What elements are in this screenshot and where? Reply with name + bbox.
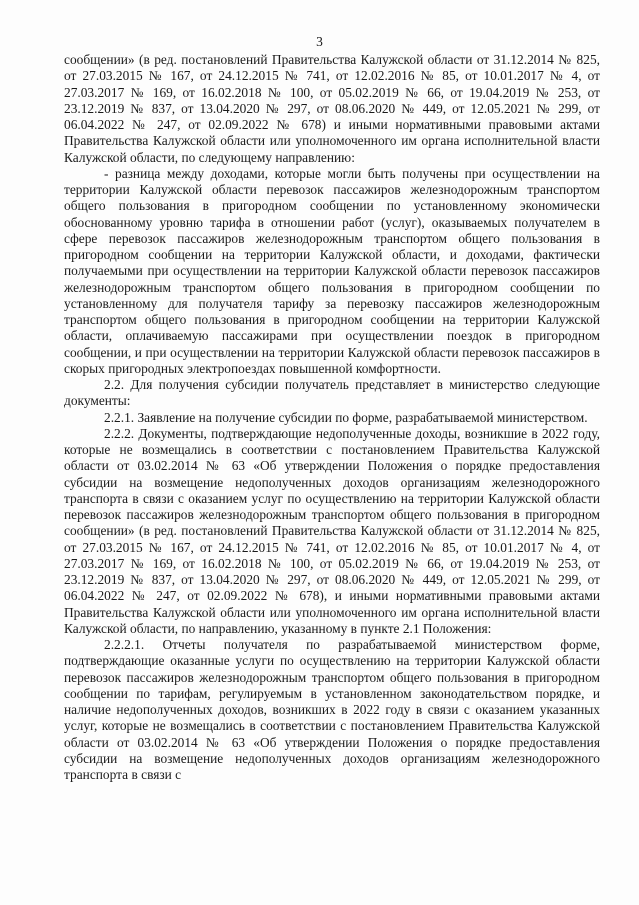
paragraph-continuation: сообщении» (в ред. постановлений Правительства Калужской области от 31.12.2014 № 825, от 27.03.2015 № 167, от 24.12.2015 № 741, от 12.02.2016 № 85, от 10.01.2017 № 4, от 27.03.2017 № 169, от 16.02.2018 № 100, от 05.02.2019 № 66, от 19.04.2019 № 253, от 23.12.2019 № 837, от 13.04.2020 № 297, от 08.06.2020 № 449, от 12.05.2021 № 299, от 06.04.2022 № 247, от 02.09.2022 № 678) и иными нормативными правовыми актами Правительства Калужской области или уполномоченного им органа исполнительной власти Калужской области, по следующему направлению:	[64, 52, 600, 165]
page-number: 3	[316, 34, 323, 49]
paragraph-bullet-difference: - разница между доходами, которые могли быть получены при осуществлении на территории Калужской области перевозок пассажиров железнодорожным транспортом общего пользования в пригородном сообщении по установленному экономически обоснованному уровню тарифа в отношении работ (услуг), оказываемых получателем в сфере перевозок пассажиров железнодорожным транспортом общего пользования в пригородном сообщении на территории Калужской области, и доходами, фактически получаемыми при осуществлении на территории Калужской области перевозок пассажиров железнодорожным транспортом общего пользования в пригородном сообщении по установленному для получателя тарифу за перевозку пассажиров железнодорожным транспортом общего пользования в пригородном сообщении на территории Калужской области, оплачиваемую пассажирами при осуществлении поездок в пригородном сообщении, и при осуществлении на территории Калужской области перевозок пассажиров в скорых пригородных электропоездах повышенной комфортности.	[64, 165, 600, 376]
paragraph-2-2: 2.2. Для получения субсидии получатель представляет в министерство следующие документы:	[64, 377, 600, 409]
document-body	[64, 52, 600, 783]
paragraph-2-2-2-1: 2.2.2.1. Отчеты получателя по разрабатываемой министерством форме, подтверждающие оказанные услуги по осуществлению на территории Калужской области перевозок пассажиров железнодорожным транспортом общего пользования в пригородном сообщении по тарифам, регулируемым в установленном законодательством порядке, и наличие недополученных доходов, возникших в 2022 году в связи с оказанием указанных услуг, которые не возмещались в соответствии с постановлением Правительства Калужской области от 03.02.2014 № 63 «Об утверждении Положения о порядке предоставления субсидии на возмещение недополученных доходов организациям железнодорожного транспорта в связи с	[64, 637, 600, 782]
paragraph-2-2-2: 2.2.2. Документы, подтверждающие недополученные доходы, возникшие в 2022 году, которые не возмещались в соответствии с постановлением Правительства Калужской области от 03.02.2014 № 63 «Об утверждении Положения о порядке предоставления субсидии на возмещение недополученных доходов организациям железнодорожного транспорта в связи с оказанием услуг по осуществлению на территории Калужской области перевозок пассажиров железнодорожным транспортом общего пользования в пригородном сообщении» (в ред. постановлений Правительства Калужской области от 31.12.2014 № 825, от 27.03.2015 № 167, от 24.12.2015 № 741, от 12.02.2016 № 85, от 10.01.2017 № 4, от 27.03.2017 № 169, от 16.02.2018 № 100, от 05.02.2019 № 66, от 19.04.2019 № 253, от 23.12.2019 № 837, от 13.04.2020 № 297, от 08.06.2020 № 449, от 12.05.2021 № 299, от 06.04.2022 № 247, от 02.09.2022 № 678), и иными нормативными правовыми актами Правительства Калужской области или уполномоченного им органа исполнительной власти Калужской области, по направлению, указанному в пункте 2.1 Положения:	[64, 425, 600, 636]
paragraph-2-2-1: 2.2.1. Заявление на получение субсидии по форме, разрабатываемой министерством.	[104, 409, 588, 425]
